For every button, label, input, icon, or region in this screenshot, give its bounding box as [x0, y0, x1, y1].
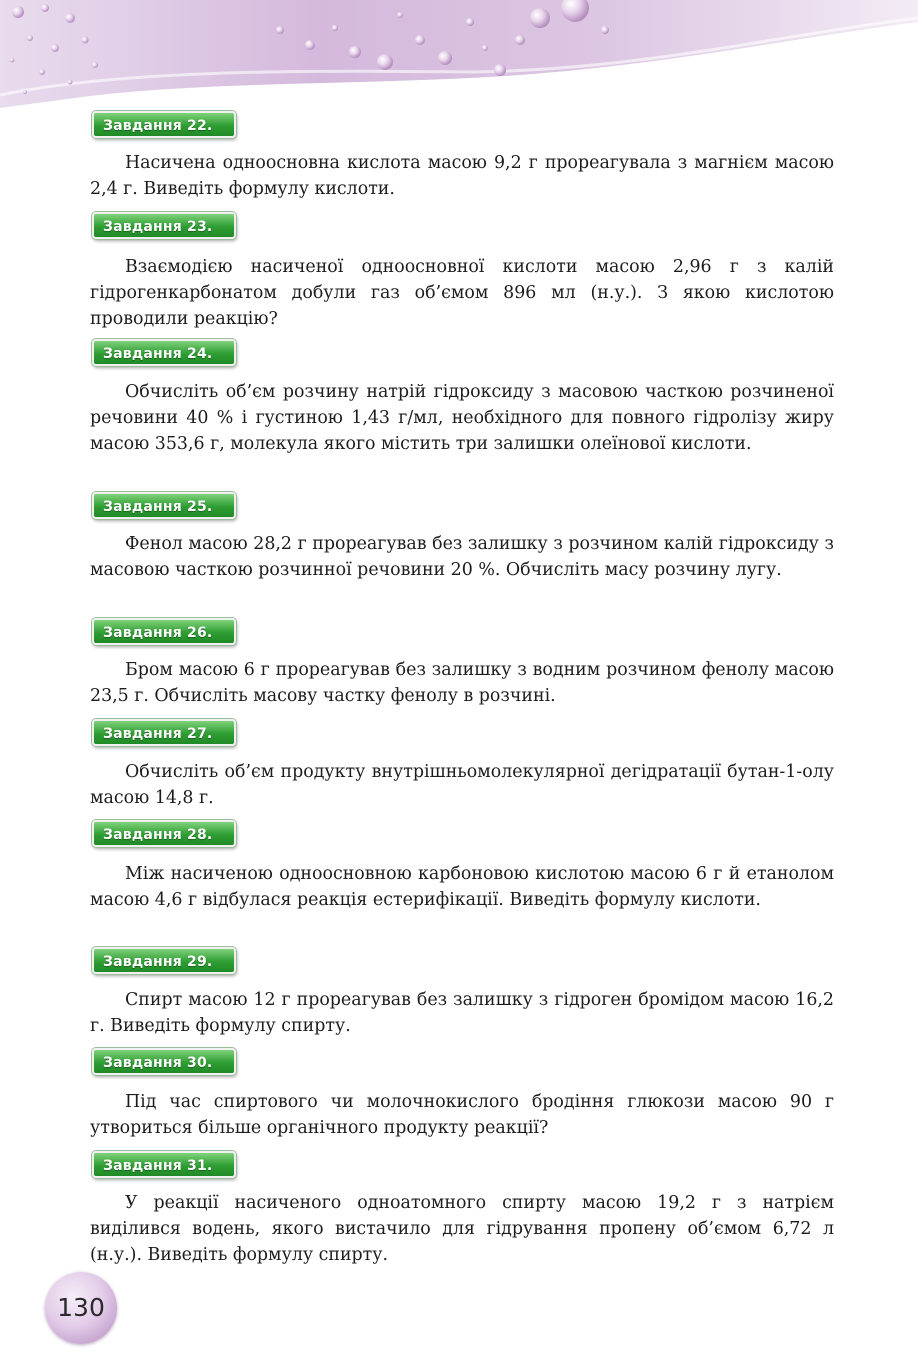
task-label-badge: Завдання 31. — [92, 1151, 236, 1178]
task-text: Між насиченою одноосновною карбоновою кислотою масою 6 г й етанолом масою 4,6 г відбулася реакція естерифікації. Виведіть формулу кислоти. — [90, 864, 834, 910]
task-text: Фенол масою 28,2 г прореагував без залишку з розчином калій гідроксиду з масовою часткою розчинної речовини 20 %. Обчисліть масу розчину лугу. — [90, 534, 834, 580]
task-label-badge: Завдання 25. — [92, 492, 236, 519]
task-text: Бром масою 6 г прореагував без залишку з водним розчином фенолу масою 23,5 г. Обчисліть масову частку фенолу в розчині. — [90, 660, 834, 706]
bubbles-decoration-icon — [0, 0, 918, 110]
header-decoration — [0, 0, 918, 110]
task-text: Спирт масою 12 г прореагував без залишку з гідроген бромідом масою 16,2 г. Виведіть формулу спирту. — [90, 990, 834, 1036]
page-number: 130 — [45, 1272, 117, 1344]
task-label-badge: Завдання 26. — [92, 618, 236, 645]
task-label-badge: Завдання 29. — [92, 947, 236, 974]
task-label-badge: Завдання 30. — [92, 1048, 236, 1075]
task-label-badge: Завдання 22. — [92, 111, 236, 138]
task-label-badge: Завдання 24. — [92, 339, 236, 366]
task-label-badge: Завдання 27. — [92, 719, 236, 746]
task-label-badge: Завдання 28. — [92, 820, 236, 847]
task-text: Насичена одноосновна кислота масою 9,2 г прореагувала з магнієм масою 2,4 г. Виведіть формулу кислоти. — [90, 153, 834, 199]
task-label-badge: Завдання 23. — [92, 212, 236, 239]
task-text: У реакції насиченого одноатомного спирту масою 19,2 г з натрієм виділився водень, якого вистачило для гідрування пропену об’ємом 6,72 л (н.у.). Виведіть формулу спирту. — [90, 1193, 834, 1265]
task-text: Обчисліть об’єм розчину натрій гідроксиду з масовою часткою розчиненої речовини 40 % і густиною 1,43 г/мл, необхідного для повного гідролізу жиру масою 353,6 г, молекула якого містить три залишки олеїнової кислоти. — [90, 382, 834, 454]
task-text: Взаємодією насиченої одноосновної кислоти масою 2,96 г з калій гідрогенкарбонатом добули газ об’ємом 896 мл (н.у.). З якою кислотою проводили реакцію? — [90, 257, 834, 329]
task-text: Під час спиртового чи молочнокислого бродіння глюкози масою 90 г утвориться більше органічного продукту реакції? — [90, 1092, 834, 1138]
task-text: Обчисліть об’єм продукту внутрішньомолекулярної дегідратації бутан-1-олу масою 14,8 г. — [90, 762, 834, 808]
